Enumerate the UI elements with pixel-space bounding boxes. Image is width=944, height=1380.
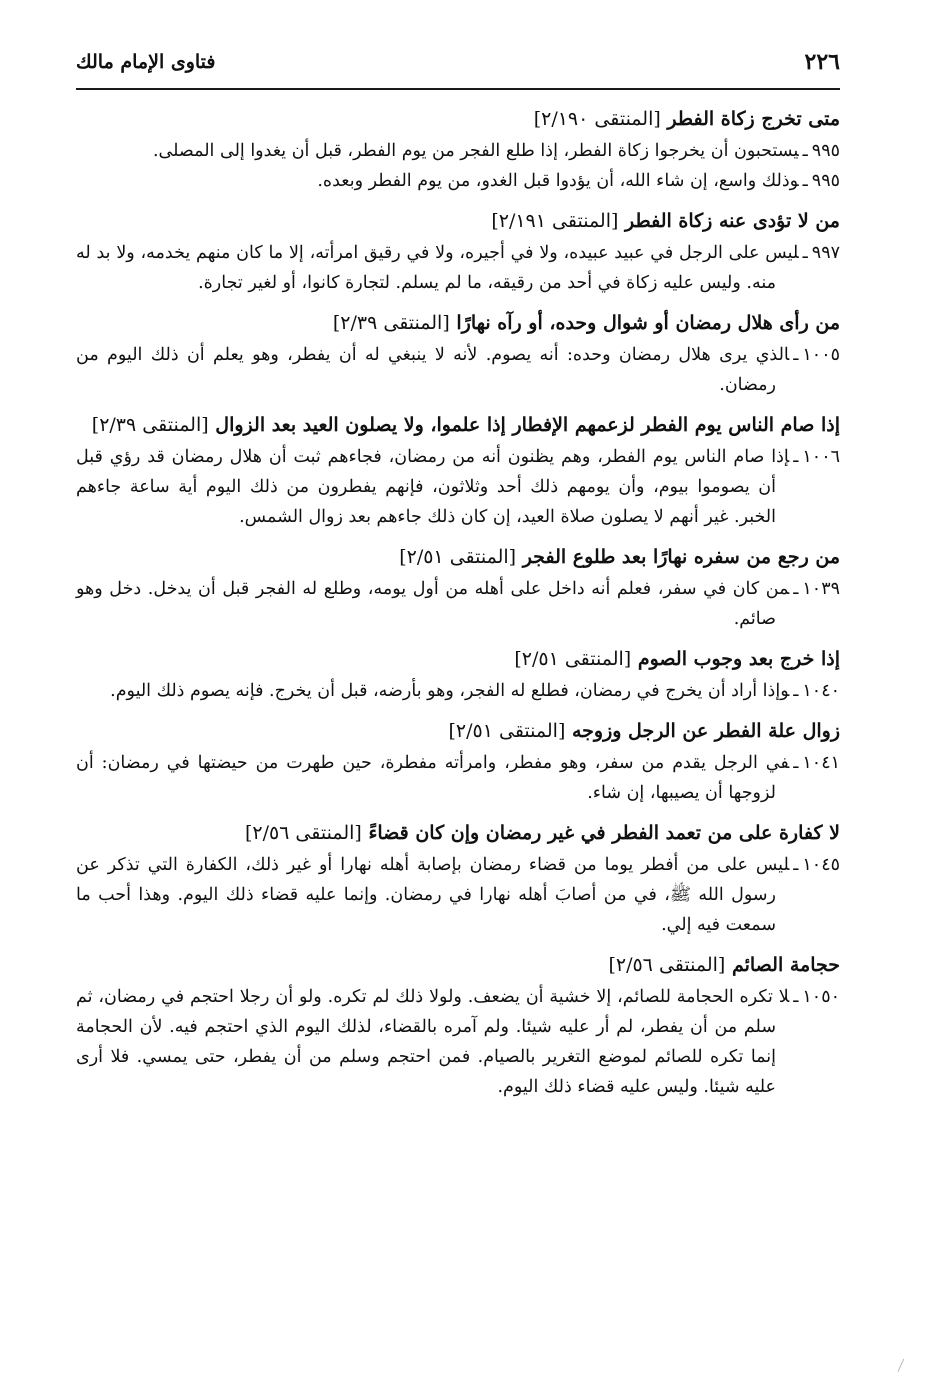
heading-text: زوال علة الفطر عن الرجل وزوجه bbox=[571, 720, 840, 742]
heading-text: لا كفارة على من تعمد الفطر في غير رمضان وإن كان قضاءً bbox=[368, 822, 840, 844]
section-heading bbox=[76, 542, 840, 572]
entry-text: الذي يرى هلال رمضان وحده: أنه يصوم. لأنه لا ينبغي له أن يفطر، وهو يعلم أن ذلك اليوم من رمضان. bbox=[76, 345, 790, 395]
source-reference: [المنتقى ٢/٥١] bbox=[514, 648, 632, 670]
source-reference: [المنتقى ٢/٥٦] bbox=[608, 954, 726, 976]
section-heading bbox=[76, 818, 840, 848]
section-heading bbox=[76, 410, 840, 440]
section-7 bbox=[76, 716, 840, 808]
fatwa-entry: ١٠٤٠ـوإذا أراد أن يخرج في رمضان، فطلع له الفجر، وهو بأرضه، قبل أن يخرج. فإنه يصوم ذلك اليوم. bbox=[110, 681, 840, 701]
section-3 bbox=[76, 308, 840, 400]
section-heading bbox=[76, 206, 840, 236]
heading-text: إذا خرج بعد وجوب الصوم bbox=[637, 648, 840, 670]
entry-text: وذلك واسع، إن شاء الله، أن يؤدوا قبل الغدو، من يوم الفطر وبعده. bbox=[317, 171, 799, 191]
entry-number: ١٠٣٩ bbox=[802, 579, 840, 599]
entry-text: من كان في سفر، فعلم أنه داخل على أهله من أول يومه، وطلع له الفجر قبل أن يدخل. دخل وهو صائم. bbox=[76, 579, 790, 629]
page-number: ٢٢٦ bbox=[804, 49, 840, 75]
section-heading bbox=[76, 716, 840, 746]
heading-text: من لا تؤدى عنه زكاة الفطر bbox=[625, 210, 840, 232]
fatwa-entry: ٩٩٥ـوذلك واسع، إن شاء الله، أن يؤدوا قبل الغدو، من يوم الفطر وبعده. bbox=[317, 171, 840, 191]
source-reference: [المنتقى ٢/٥١] bbox=[448, 720, 566, 742]
source-reference: [المنتقى ٢/٣٩] bbox=[91, 414, 209, 436]
section-9 bbox=[76, 950, 840, 1102]
entry-number: ٩٩٥ bbox=[811, 171, 840, 191]
fatwa-entry: ٩٩٥ـيستحبون أن يخرجوا زكاة الفطر، إذا طلع الفجر من يوم الفطر، قبل أن يغدوا إلى المصلى. bbox=[152, 141, 840, 161]
source-reference: [المنتقى ٢/٣٩] bbox=[332, 312, 450, 334]
running-header bbox=[76, 42, 840, 82]
section-heading bbox=[76, 308, 840, 338]
heading-text: من رجع من سفره نهارًا بعد طلوع الفجر bbox=[522, 546, 840, 568]
section-4 bbox=[76, 410, 840, 532]
fatwa-entry: ١٠٥٠ـلا تكره الحجامة للصائم، إلا خشية أن يضعف. ولولا ذلك لم تكره. ولو أن رجلا احتجم في رمضان، ثم سلم من أن يفطر، لم أر عليه شيئا. ولم آمره بالقضاء، لذلك اليوم الذي احتجم فيه. لأن الحجامة إنما تكره للصائم لموضع التغرير بالصيام. فمن احتجم وسلم من أن يفطر، حتى يمسي. فلا أرى عليه شيئا. وليس عليه قضاء ذلك اليوم. bbox=[76, 987, 840, 1097]
entry-number: ١٠٠٦ bbox=[802, 447, 840, 467]
entry-number: ٩٩٥ bbox=[811, 141, 840, 161]
entry-text: وإذا أراد أن يخرج في رمضان، فطلع له الفجر، وهو بأرضه، قبل أن يخرج. فإنه يصوم ذلك اليوم. bbox=[110, 681, 790, 701]
entry-text: ليس على الرجل في عبيد عبيده، ولا في أجيره، ولا في رقيق امرأته، إلا ما كان منهم يخدمه، ولا بد له منه. وليس عليه زكاة في أحد من رقيقه، ما لم يسلم. لتجارة كانوا، أو لغير تجارة. bbox=[76, 243, 799, 293]
fatwa-entry: ٩٩٧ـليس على الرجل في عبيد عبيده، ولا في أجيره، ولا في رقيق امرأته، إلا ما كان منهم يخدمه، ولا بد له منه. وليس عليه زكاة في أحد من رقيقه، ما لم يسلم. لتجارة كانوا، أو لغير تجارة. bbox=[76, 243, 840, 293]
section-5 bbox=[76, 542, 840, 634]
entry-number: ١٠٠٥ bbox=[802, 345, 840, 365]
header-rule bbox=[76, 88, 840, 90]
book-title: فتاوى الإمام مالك bbox=[76, 51, 216, 73]
section-heading bbox=[76, 104, 840, 134]
fatwa-entry: ١٠٣٩ـمن كان في سفر، فعلم أنه داخل على أهله من أول يومه، وطلع له الفجر قبل أن يدخل. دخل وهو صائم. bbox=[76, 579, 840, 629]
heading-text: حجامة الصائم bbox=[731, 954, 840, 976]
section-8 bbox=[76, 818, 840, 940]
entry-text: ليس على من أفطر يوما من قضاء رمضان بإصابة أهله نهارا أو غير ذلك، الكفارة التي تذكر عن رسول الله ﷺ، في من أصابَ أهله نهارا في رمضان. وإنما عليه قضاء ذلك اليوم. وهذا أحب ما سمعت فيه إلي. bbox=[76, 855, 790, 935]
entry-text: إذا صام الناس يوم الفطر، وهم يظنون أنه من رمضان، فجاءهم ثبت أن هلال رمضان قد رؤي قبل أن يصوموا بيوم، وأن يومهم ذلك أحد وثلاثون، فإنهم يفطرون من ذلك اليوم أية ساعة جاءهم الخبر. غير أنهم لا يصلون صلاة العيد، إن كان ذلك جاءهم بعد زوال الشمس. bbox=[76, 447, 790, 527]
section-heading bbox=[76, 950, 840, 980]
entry-number: ١٠٤١ bbox=[802, 753, 840, 773]
entry-number: ١٠٤٥ bbox=[802, 855, 840, 875]
source-reference: [المنتقى ٢/١٩٠] bbox=[533, 108, 661, 130]
heading-text: متى تخرج زكاة الفطر bbox=[667, 108, 840, 130]
source-reference: [المنتقى ٢/٥٦] bbox=[244, 822, 362, 844]
section-6 bbox=[76, 644, 840, 706]
entry-text: في الرجل يقدم من سفر، وهو مفطر، وامرأته مفطرة، حين طهرت من حيضتها في رمضان: أن لزوجها أن يصيبها، إن شاء. bbox=[76, 753, 790, 803]
fatwa-entry: ١٠٠٦ـإذا صام الناس يوم الفطر، وهم يظنون أنه من رمضان، فجاءهم ثبت أن هلال رمضان قد رؤي قبل أن يصوموا بيوم، وأن يومهم ذلك أحد وثلاثون، فإنهم يفطرون من ذلك اليوم أية ساعة جاءهم الخبر. غير أنهم لا يصلون صلاة العيد، إن كان ذلك جاءهم بعد زوال الشمس. bbox=[76, 447, 840, 527]
source-reference: [المنتقى ٢/٥١] bbox=[399, 546, 517, 568]
entry-text: يستحبون أن يخرجوا زكاة الفطر، إذا طلع الفجر من يوم الفطر، قبل أن يغدوا إلى المصلى. bbox=[152, 141, 799, 161]
entry-number: ٩٩٧ bbox=[811, 243, 840, 263]
entry-number: ١٠٤٠ bbox=[802, 681, 840, 701]
fatwa-entry: ١٠٤٥ـليس على من أفطر يوما من قضاء رمضان بإصابة أهله نهارا أو غير ذلك، الكفارة التي تذكر عن رسول الله ﷺ، في من أصابَ أهله نهارا في رمضان. وإنما عليه قضاء ذلك اليوم. وهذا أحب ما سمعت فيه إلي. bbox=[76, 855, 840, 935]
page-body bbox=[76, 104, 840, 1112]
scan-mark bbox=[897, 1359, 911, 1375]
heading-text: من رأى هلال رمضان أو شوال وحده، أو رآه نهارًا bbox=[456, 312, 840, 334]
section-1 bbox=[76, 104, 840, 196]
entry-text: لا تكره الحجامة للصائم، إلا خشية أن يضعف. ولولا ذلك لم تكره. ولو أن رجلا احتجم في رمضان، ثم سلم من أن يفطر، لم أر عليه شيئا. ولم آمره بالقضاء، لذلك اليوم الذي احتجم فيه. لأن الحجامة إنما تكره للصائم لموضع التغرير بالصيام. فمن احتجم وسلم من أن يفطر، حتى يمسي. فلا أرى عليه شيئا. وليس عليه قضاء ذلك اليوم. bbox=[76, 987, 790, 1097]
section-heading bbox=[76, 644, 840, 674]
section-2 bbox=[76, 206, 840, 298]
fatwa-entry: ١٠٠٥ـالذي يرى هلال رمضان وحده: أنه يصوم. لأنه لا ينبغي له أن يفطر، وهو يعلم أن ذلك اليوم من رمضان. bbox=[76, 345, 840, 395]
source-reference: [المنتقى ٢/١٩١] bbox=[491, 210, 619, 232]
entry-number: ١٠٥٠ bbox=[802, 987, 840, 1007]
fatwa-entry: ١٠٤١ـفي الرجل يقدم من سفر، وهو مفطر، وامرأته مفطرة، حين طهرت من حيضتها في رمضان: أن لزوجها أن يصيبها، إن شاء. bbox=[76, 753, 840, 803]
heading-text: إذا صام الناس يوم الفطر لزعمهم الإفطار إذا علموا، ولا يصلون العيد بعد الزوال bbox=[215, 414, 840, 436]
